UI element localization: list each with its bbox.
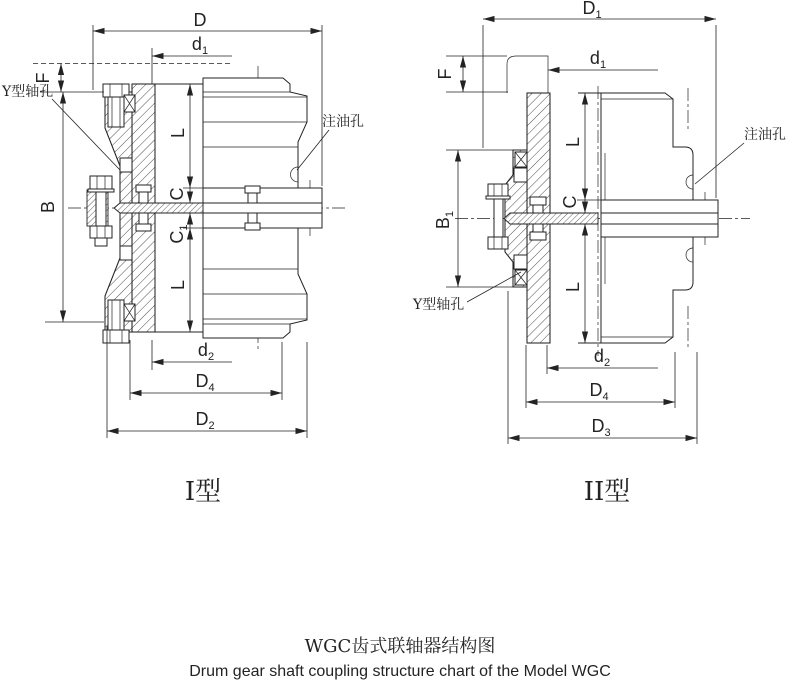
dim-label-L-top: L	[168, 127, 188, 139]
dim-C	[167, 188, 203, 204]
spacer-plate	[114, 203, 203, 213]
dim-label-D2: $D_2$	[195, 409, 215, 432]
type-1-label: I型	[184, 477, 222, 507]
spacer-plate	[504, 213, 598, 224]
dim-label-D4: $D_4$	[195, 371, 215, 394]
dim-label-C1: $C_1$	[167, 224, 190, 244]
shaft-collar	[507, 56, 548, 93]
dim-label-L-bottom: L	[563, 281, 583, 293]
bolt-bottom	[103, 300, 135, 343]
view-2-body	[455, 56, 750, 356]
caption-chinese: WGC齿式联轴器结构图	[304, 636, 496, 657]
dim-d1	[548, 48, 658, 71]
dim-L-top	[563, 93, 585, 200]
dim-label-D3: $D_3$	[591, 416, 611, 439]
oil-hole-leader	[695, 143, 744, 184]
y-bore-callout: Y型轴孔	[2, 84, 54, 100]
dim-label-D1: $D_1$	[582, 0, 602, 21]
keyway-notch	[514, 255, 527, 269]
dim-label-C: C	[167, 187, 187, 201]
dim-L-bottom	[563, 224, 585, 343]
dim-label-B: B	[38, 200, 58, 214]
dim-label-d1: $d_1$	[589, 48, 607, 71]
view-1-body	[68, 66, 348, 352]
dim-d2	[547, 345, 658, 374]
oil-hole-callout: 注油孔	[322, 114, 364, 130]
dim-d1	[33, 34, 233, 84]
type-2-label: II型	[583, 477, 631, 507]
dim-F	[435, 56, 508, 92]
dim-C1	[167, 213, 203, 244]
view-type-2	[412, 0, 786, 507]
y-bore-callout: Y型轴孔	[413, 297, 465, 313]
gear-drum	[203, 78, 322, 338]
keyway-notch	[120, 246, 132, 260]
dim-C	[560, 196, 601, 214]
view-type-1	[1, 10, 364, 507]
dim-label-L-top: L	[563, 136, 583, 148]
view-1-callouts	[1, 83, 364, 170]
view-2-callouts	[412, 126, 786, 313]
oil-hole-callout: 注油孔	[744, 127, 786, 143]
oil-hole-leader	[297, 130, 329, 170]
dim-label-F: F	[33, 72, 53, 84]
keyway-notch	[514, 168, 527, 182]
dim-label-F: F	[435, 68, 455, 80]
dim-label-d2: $d_2$	[593, 346, 611, 369]
retaining-ring-top	[515, 152, 527, 167]
dim-L-top	[168, 84, 190, 188]
caption-english: Drum gear shaft coupling structure chart of the Model WGC	[189, 663, 611, 680]
dim-label-C: C	[560, 195, 580, 209]
dim-d2	[152, 340, 232, 370]
dim-label-d2: $d_2$	[197, 340, 215, 363]
dim-label-d1: $d_1$	[191, 34, 209, 57]
dim-label-B1: $B_1$	[433, 210, 456, 230]
flange-bolt	[87, 176, 114, 246]
gear-drum	[601, 93, 718, 343]
dim-label-D: D	[193, 10, 207, 30]
dim-label-D4: $D_4$	[589, 380, 609, 403]
keyway-notch	[120, 158, 132, 172]
dim-label-L-bottom: L	[168, 279, 188, 291]
